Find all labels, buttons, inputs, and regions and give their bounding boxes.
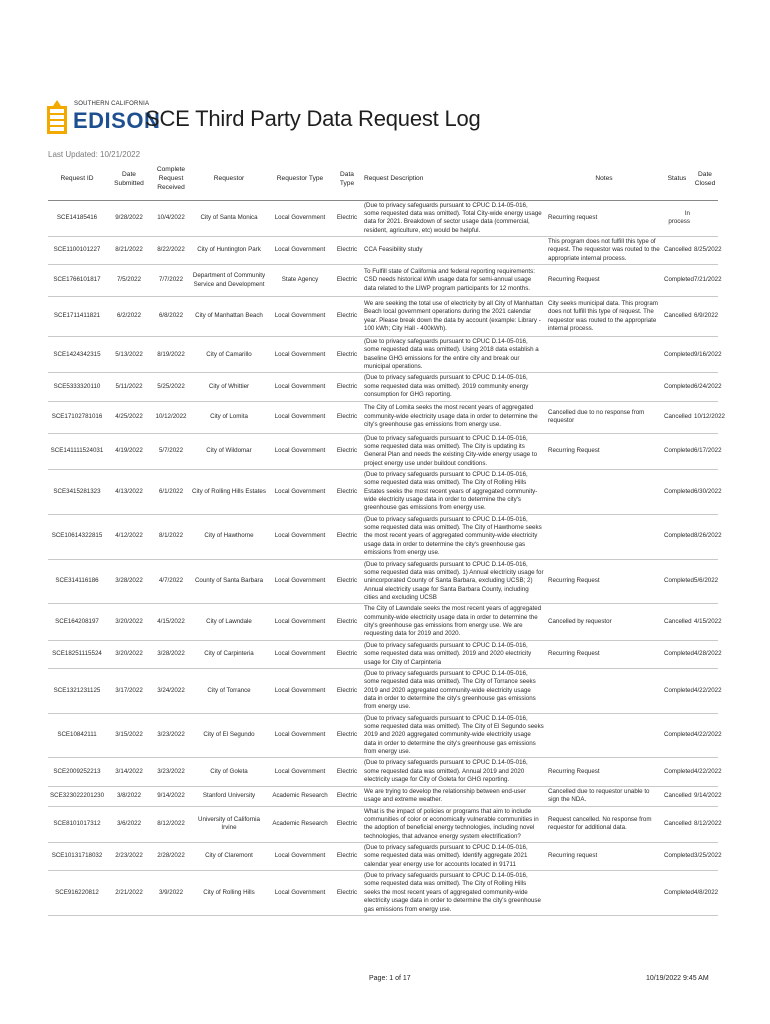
request-id-cell: SCE3415281323 (48, 469, 106, 514)
request-description-cell: (Due to privacy safeguards pursuant to CPUC D.14-05-016, some requested data was omitted). The City of Hawthorne seeks the most recent years of aggregated community-wide electricity usage data in order to determine the city's greenhouse gas emissions from energy use. (362, 514, 546, 559)
table-row (48, 871, 718, 916)
request-description-cell: The City of Lawndale seeks the most recent years of aggregated community-wide electricity usage data in order to determine the city's greenhouse gas emissions from energy use. We are requesting data for 2019 and 2020. (362, 604, 546, 640)
request-description-cell: We are trying to develop the relationship between end-user usage and extreme weather. (362, 786, 546, 806)
notes-cell: This program does not fulfill this type of request. The requestor was routed to the appropriate internal process. (546, 236, 662, 264)
request-description-cell: We are seeking the total use of electricity by all City of Manhattan Beach local government operations during the 2021 calendar year. Please break down the data by account (example: Library - 100 kWh; City Hall - 400kWh). (362, 297, 546, 337)
request-id-cell: SCE164208197 (48, 604, 106, 640)
date-closed-cell: 9/16/2022 (692, 337, 718, 373)
requestor-type-cell: Local Government (268, 668, 332, 713)
requestor-type-cell: Local Government (268, 758, 332, 786)
date-closed-cell (692, 200, 718, 236)
requestor-cell: City of Torrance (190, 668, 268, 713)
date-submitted-cell: 7/5/2022 (106, 265, 152, 297)
request-id-cell: SCE1100101227 (48, 236, 106, 264)
request-id-cell: SCE18251115524 (48, 640, 106, 668)
request-id-cell: SCE1424342315 (48, 337, 106, 373)
requestor-type-cell: Local Government (268, 559, 332, 604)
request-description-cell: (Due to privacy safeguards pursuant to CPUC D.14-05-016, some requested data was omitted). Identify aggregate 2021 calendar year energy use for accounts located in 91711 (362, 842, 546, 870)
data-type-cell: Electric (332, 786, 362, 806)
data-type-cell: Electric (332, 758, 362, 786)
request-description-cell: (Due to privacy safeguards pursuant to CPUC D.14-05-016, some requested data was omitted). 1) Annual electricity usage for unincorporated County of Santa Barbara, excluding UCSB; 2) Annual electricity usage for Santa Barbara County, including cities and excluding UCSB (362, 559, 546, 604)
requestor-cell: Department of Community Service and Development (190, 265, 268, 297)
date-submitted-cell: 3/6/2022 (106, 806, 152, 842)
table-row (48, 265, 718, 297)
table-row (48, 668, 718, 713)
page-header (47, 96, 727, 140)
table-row (48, 786, 718, 806)
date-closed-cell: 9/14/2022 (692, 786, 718, 806)
complete-request-cell: 9/14/2022 (152, 786, 190, 806)
complete-request-cell: 5/7/2022 (152, 433, 190, 469)
request-description-cell: The City of Lomita seeks the most recent years of aggregated community-wide electricity usage data in order to determine the city's greenhouse gas emissions from energy use. (362, 401, 546, 433)
status-cell: Completed (662, 373, 692, 401)
col-header-status: Status (662, 160, 692, 200)
col-header-data-type: Data Type (332, 160, 362, 200)
status-cell: Completed (662, 640, 692, 668)
requestor-type-cell: Local Government (268, 640, 332, 668)
status-cell: Cancelled (662, 806, 692, 842)
complete-request-cell: 8/12/2022 (152, 806, 190, 842)
date-closed-cell: 4/22/2022 (692, 713, 718, 758)
complete-request-cell: 8/22/2022 (152, 236, 190, 264)
status-cell: Completed (662, 713, 692, 758)
requestor-type-cell: Local Government (268, 236, 332, 264)
notes-cell: Recurring request (546, 200, 662, 236)
data-type-cell: Electric (332, 401, 362, 433)
complete-request-cell: 10/12/2022 (152, 401, 190, 433)
table-row (48, 842, 718, 870)
date-submitted-cell: 3/14/2022 (106, 758, 152, 786)
requestor-type-cell: Local Government (268, 401, 332, 433)
date-closed-cell: 8/26/2022 (692, 514, 718, 559)
date-closed-cell: 6/30/2022 (692, 469, 718, 514)
date-closed-cell: 4/28/2022 (692, 640, 718, 668)
complete-request-cell: 4/7/2022 (152, 559, 190, 604)
requestor-cell: City of Carpinteria (190, 640, 268, 668)
date-closed-cell: 6/9/2022 (692, 297, 718, 337)
table-row (48, 373, 718, 401)
complete-request-cell: 3/9/2022 (152, 871, 190, 916)
data-type-cell: Electric (332, 373, 362, 401)
requestor-type-cell: Local Government (268, 433, 332, 469)
requestor-type-cell: State Agency (268, 265, 332, 297)
status-cell: Completed (662, 871, 692, 916)
requestor-cell: Stanford University (190, 786, 268, 806)
status-cell: Completed (662, 559, 692, 604)
requestor-cell: City of Santa Monica (190, 200, 268, 236)
status-cell: Cancelled (662, 236, 692, 264)
table-row (48, 514, 718, 559)
complete-request-cell: 3/28/2022 (152, 640, 190, 668)
request-description-cell: (Due to privacy safeguards pursuant to CPUC D.14-05-016, some requested data was omitted). The City of Rolling Hills Estates seeks the most recent years of aggregated community-wide electricity usage data in order to determine the city's greenhouse gas emissions from energy use. (362, 469, 546, 514)
notes-cell (546, 469, 662, 514)
requestor-cell: City of Manhattan Beach (190, 297, 268, 337)
table-row (48, 433, 718, 469)
request-id-cell: SCE10842111 (48, 713, 106, 758)
col-header-complete-request-received: Complete Request Received (152, 160, 190, 200)
edison-logo (47, 96, 161, 140)
complete-request-cell: 8/19/2022 (152, 337, 190, 373)
request-id-cell: SCE17102781016 (48, 401, 106, 433)
table-row (48, 604, 718, 640)
date-closed-cell: 10/12/2022 (692, 401, 718, 433)
date-submitted-cell: 2/23/2022 (106, 842, 152, 870)
requestor-cell: City of Camarillo (190, 337, 268, 373)
notes-cell: Recurring Request (546, 758, 662, 786)
col-header-requestor-type: Requestor Type (268, 160, 332, 200)
requestor-type-cell: Local Government (268, 200, 332, 236)
request-description-cell: What is the impact of policies or programs that aim to include communities of color or economically vulnerable communities in the adoption of beneficial energy technologies, including novel technologies, that advance energy system electrification? (362, 806, 546, 842)
table-row (48, 640, 718, 668)
request-id-cell: SCE14185416 (48, 200, 106, 236)
request-id-cell: SCE916220812 (48, 871, 106, 916)
notes-cell: Request cancelled. No response from requestor for additional data. (546, 806, 662, 842)
requestor-type-cell: Local Government (268, 713, 332, 758)
data-type-cell: Electric (332, 604, 362, 640)
requestor-cell: City of Lomita (190, 401, 268, 433)
complete-request-cell: 3/23/2022 (152, 713, 190, 758)
request-id-cell: SCE1321231125 (48, 668, 106, 713)
notes-cell: City seeks municipal data. This program does not fulfill this type of request. The requestor was routed to the appropriate internal process. (546, 297, 662, 337)
col-header-requestor: Requestor (190, 160, 268, 200)
date-closed-cell: 3/25/2022 (692, 842, 718, 870)
requestor-cell: City of Wildomar (190, 433, 268, 469)
request-description-cell: (Due to privacy safeguards pursuant to CPUC D.14-05-016, some requested data was omitted). 2019 community energy consumption for GHG reporting. (362, 373, 546, 401)
edison-logo-mark-icon (47, 100, 69, 134)
col-header-date-closed: Date Closed (692, 160, 718, 200)
status-cell: Completed (662, 668, 692, 713)
request-id-cell: SCE1766101817 (48, 265, 106, 297)
data-type-cell: Electric (332, 265, 362, 297)
page-number: Page: 1 of 17 (369, 975, 411, 982)
requestor-type-cell: Local Government (268, 842, 332, 870)
date-closed-cell: 8/25/2022 (692, 236, 718, 264)
notes-cell: Recurring Request (546, 640, 662, 668)
date-submitted-cell: 4/13/2022 (106, 469, 152, 514)
request-description-cell: CCA Feasibility study (362, 236, 546, 264)
date-closed-cell: 4/8/2022 (692, 871, 718, 916)
notes-cell (546, 871, 662, 916)
requestor-type-cell: Local Government (268, 469, 332, 514)
complete-request-cell: 2/28/2022 (152, 842, 190, 870)
date-closed-cell: 6/17/2022 (692, 433, 718, 469)
data-type-cell: Electric (332, 842, 362, 870)
status-cell: Cancelled (662, 401, 692, 433)
date-closed-cell: 4/15/2022 (692, 604, 718, 640)
requestor-type-cell: Local Government (268, 297, 332, 337)
requestor-cell: City of Goleta (190, 758, 268, 786)
requestor-type-cell: Local Government (268, 604, 332, 640)
notes-cell (546, 337, 662, 373)
request-description-cell: (Due to privacy safeguards pursuant to CPUC D.14-05-016, some requested data was omitted). The City of Torrance seeks 2019 and 2020 aggregated community-wide electricity usage data in order to determine the city's greenhouse gas emissions from energy use. (362, 668, 546, 713)
notes-cell (546, 668, 662, 713)
notes-cell: Recurring request (546, 842, 662, 870)
status-cell: Cancelled (662, 297, 692, 337)
notes-cell: Recurring Request (546, 265, 662, 297)
request-id-cell: SCE314116186 (48, 559, 106, 604)
request-id-cell: SCE2009252213 (48, 758, 106, 786)
notes-cell: Cancelled by requestor (546, 604, 662, 640)
request-description-cell: To Fulfill state of California and federal reporting requirements: CSD needs historical kWh usage data for semi-annual usage data related to the LIWP program participants for 12 months. (362, 265, 546, 297)
requestor-cell: City of Claremont (190, 842, 268, 870)
table-row (48, 297, 718, 337)
table-row (48, 200, 718, 236)
date-submitted-cell: 5/13/2022 (106, 337, 152, 373)
date-submitted-cell: 9/28/2022 (106, 200, 152, 236)
request-description-cell: (Due to privacy safeguards pursuant to CPUC D.14-05-016, some requested data was omitted). Using 2018 data establish a baseline GHG emissions for the entire city and break our municipal operations. (362, 337, 546, 373)
col-header-request-description: Request Description (362, 160, 546, 200)
request-description-cell: (Due to privacy safeguards pursuant to CPUC D.14-05-016, some requested data was omitted). 2019 and 2020 electricity usage for City of Carpinteria (362, 640, 546, 668)
data-type-cell: Electric (332, 713, 362, 758)
data-type-cell: Electric (332, 337, 362, 373)
request-id-cell: SCE10614322815 (48, 514, 106, 559)
data-type-cell: Electric (332, 514, 362, 559)
status-cell: Completed (662, 514, 692, 559)
requestor-cell: City of Rolling Hills (190, 871, 268, 916)
date-submitted-cell: 5/11/2022 (106, 373, 152, 401)
status-cell: Completed (662, 265, 692, 297)
complete-request-cell: 5/25/2022 (152, 373, 190, 401)
data-type-cell: Electric (332, 806, 362, 842)
complete-request-cell: 4/15/2022 (152, 604, 190, 640)
status-cell: Cancelled (662, 786, 692, 806)
col-header-notes: Notes (546, 160, 662, 200)
request-id-cell: SCE5333320110 (48, 373, 106, 401)
date-closed-cell: 8/12/2022 (692, 806, 718, 842)
data-type-cell: Electric (332, 871, 362, 916)
complete-request-cell: 8/1/2022 (152, 514, 190, 559)
logo-wordmark: EDISON (73, 108, 161, 133)
requestor-type-cell: Local Government (268, 373, 332, 401)
col-header-date-submitted: Date Submitted (106, 160, 152, 200)
data-type-cell: Electric (332, 200, 362, 236)
requestor-type-cell: Local Government (268, 514, 332, 559)
notes-cell: Cancelled due to no response from requestor (546, 401, 662, 433)
status-cell: Completed (662, 842, 692, 870)
date-submitted-cell: 3/20/2022 (106, 640, 152, 668)
last-updated: Last Updated: 10/21/2022 (48, 150, 141, 159)
date-closed-cell: 7/21/2022 (692, 265, 718, 297)
requestor-cell: City of Lawndale (190, 604, 268, 640)
complete-request-cell: 6/8/2022 (152, 297, 190, 337)
requestor-cell: City of Whittier (190, 373, 268, 401)
status-cell: Completed (662, 337, 692, 373)
table-header-row (48, 160, 718, 200)
requestor-cell: City of Rolling Hills Estates (190, 469, 268, 514)
requestor-cell: City of Huntington Park (190, 236, 268, 264)
request-description-cell: (Due to privacy safeguards pursuant to CPUC D.14-05-016, some requested data was omitted). The City of Rolling Hills seeks the most recent years of aggregated community-wide electricity usage data in order to determine the city's greenhouse gas emissions from energy use. (362, 871, 546, 916)
data-type-cell: Electric (332, 559, 362, 604)
date-submitted-cell: 3/15/2022 (106, 713, 152, 758)
request-description-cell: (Due to privacy safeguards pursuant to CPUC D.14-05-016, some requested data was omitted). The City of El Segundo seeks 2019 and 2020 aggregated community-wide electricity usage data in order to determine the city's greenhouse gas emissions from energy use. (362, 713, 546, 758)
requestor-cell: University of California Irvine (190, 806, 268, 842)
request-id-cell: SCE8101017312 (48, 806, 106, 842)
date-submitted-cell: 4/12/2022 (106, 514, 152, 559)
date-closed-cell: 4/22/2022 (692, 668, 718, 713)
date-submitted-cell: 4/19/2022 (106, 433, 152, 469)
date-submitted-cell: 2/21/2022 (106, 871, 152, 916)
table-row (48, 559, 718, 604)
requestor-type-cell: Academic Research (268, 806, 332, 842)
notes-cell (546, 373, 662, 401)
date-submitted-cell: 3/17/2022 (106, 668, 152, 713)
data-request-table (48, 160, 725, 916)
request-description-cell: (Due to privacy safeguards pursuant to CPUC D.14-05-016, some requested data was omitted). The City is updating its General Plan and needs the existing City-wide energy usage to project energy use under buildout conditions. (362, 433, 546, 469)
col-header-request-id: Request ID (48, 160, 106, 200)
requestor-cell: City of El Segundo (190, 713, 268, 758)
table-row (48, 758, 718, 786)
table-row (48, 713, 718, 758)
complete-request-cell: 3/23/2022 (152, 758, 190, 786)
date-submitted-cell: 3/20/2022 (106, 604, 152, 640)
requestor-type-cell: Local Government (268, 337, 332, 373)
complete-request-cell: 6/1/2022 (152, 469, 190, 514)
request-id-cell: SCE1711411821 (48, 297, 106, 337)
data-type-cell: Electric (332, 668, 362, 713)
table-row (48, 806, 718, 842)
table-row (48, 469, 718, 514)
table-row (48, 236, 718, 264)
status-cell: Completed (662, 469, 692, 514)
data-type-cell: Electric (332, 640, 362, 668)
print-date: 10/19/2022 9:45 AM (646, 975, 709, 982)
status-cell: In process (662, 200, 692, 236)
notes-cell (546, 713, 662, 758)
status-cell: Cancelled (662, 604, 692, 640)
date-submitted-cell: 8/21/2022 (106, 236, 152, 264)
date-closed-cell: 4/22/2022 (692, 758, 718, 786)
logo-subtitle: SOUTHERN CALIFORNIA (74, 101, 150, 107)
date-closed-cell: 5/6/2022 (692, 559, 718, 604)
requestor-cell: County of Santa Barbara (190, 559, 268, 604)
notes-cell: Recurring Request (546, 433, 662, 469)
page-title: SCE Third Party Data Request Log (145, 106, 481, 131)
request-id-cell: SCE10131718032 (48, 842, 106, 870)
status-cell: Completed (662, 758, 692, 786)
date-submitted-cell: 6/2/2022 (106, 297, 152, 337)
date-submitted-cell: 3/28/2022 (106, 559, 152, 604)
complete-request-cell: 10/4/2022 (152, 200, 190, 236)
data-type-cell: Electric (332, 297, 362, 337)
table-row (48, 401, 718, 433)
table-row (48, 337, 718, 373)
request-id-cell: SCE323022201230 (48, 786, 106, 806)
requestor-type-cell: Academic Research (268, 786, 332, 806)
data-type-cell: Electric (332, 236, 362, 264)
notes-cell (546, 514, 662, 559)
date-submitted-cell: 4/25/2022 (106, 401, 152, 433)
data-type-cell: Electric (332, 469, 362, 514)
complete-request-cell: 7/7/2022 (152, 265, 190, 297)
requestor-type-cell: Local Government (268, 871, 332, 916)
request-description-cell: (Due to privacy safeguards pursuant to CPUC D.14-05-016, some requested data was omitted). Annual 2019 and 2020 electricity usage for City of Goleta for GHG reporting. (362, 758, 546, 786)
status-cell: Completed (662, 433, 692, 469)
request-id-cell: SCE141111524031 (48, 433, 106, 469)
date-submitted-cell: 3/8/2022 (106, 786, 152, 806)
data-type-cell: Electric (332, 433, 362, 469)
request-description-cell: (Due to privacy safeguards pursuant to CPUC D.14-05-016, some requested data was omitted). Total City-wide energy usage data for 2021. Breakdown of sector usage data (commercial, resident, agriculture, etc) would be helpful. (362, 200, 546, 236)
complete-request-cell: 3/24/2022 (152, 668, 190, 713)
notes-cell: Recurring Request (546, 559, 662, 604)
requestor-cell: City of Hawthorne (190, 514, 268, 559)
date-closed-cell: 6/24/2022 (692, 373, 718, 401)
notes-cell: Cancelled due to requestor unable to sign the NDA. (546, 786, 662, 806)
